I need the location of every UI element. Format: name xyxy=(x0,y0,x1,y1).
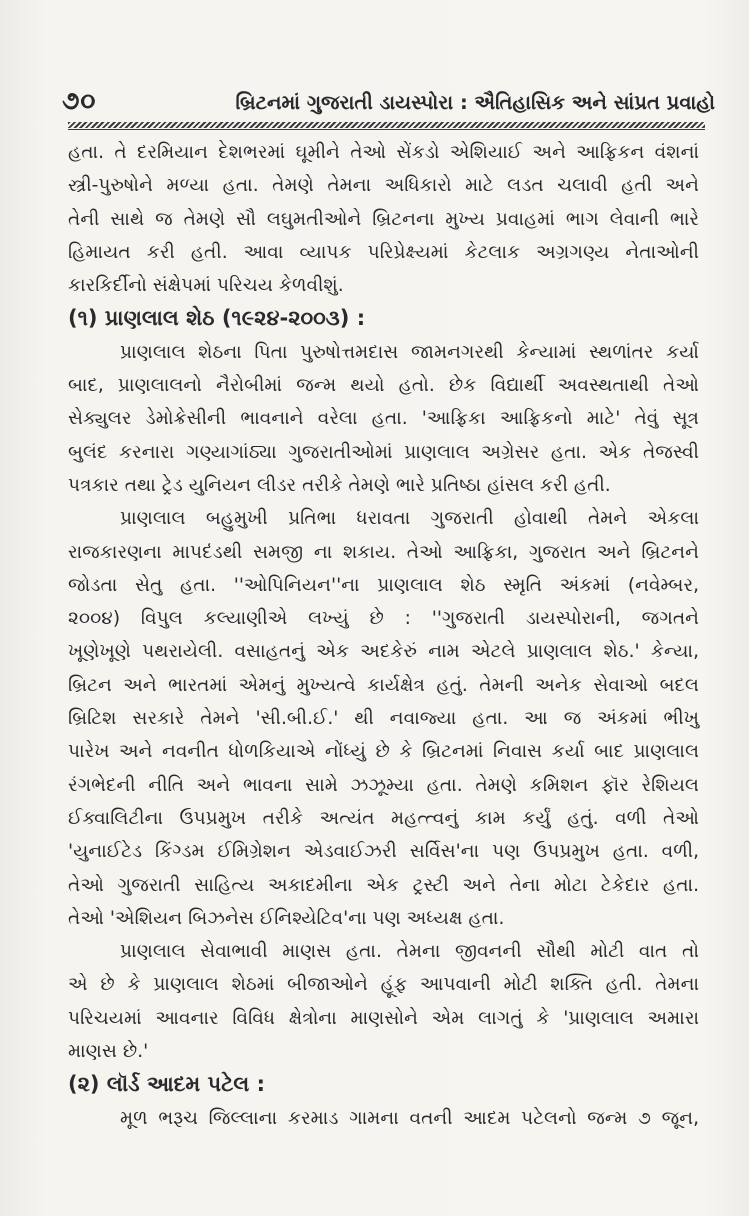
section-heading-pranlal-sheth: (૧) પ્રાણલાલ શેઠ (૧૯૨૪-૨૦૦૩) : xyxy=(68,306,366,331)
text-line: 'યુનાઈટેડ કિંગ્ડમ ઈમિગ્રેશન એડવાઈઝરી સર્વિસ'ના પણ ઉપપ્રમુખ હતા. વળી, xyxy=(68,841,699,863)
text-line: ૨૦૦૪) વિપુલ કલ્યાણીએ લખ્યું છે : ''ગુજરાતી ડાયસ્પોરાની, જગતને xyxy=(68,608,699,630)
text-line: પરિચયમાં આવનાર વિવિધ ક્ષેત્રોના માણસોને એમ લાગતું કે 'પ્રાણલાલ અમારા xyxy=(68,1007,699,1029)
text-line: ખૂણેખૂણે પથરાયેલી. વસાહતનું એક અદકેરું નામ એટલે પ્રાણલાલ શેઠ.' કેન્યા, xyxy=(68,641,699,663)
running-title: બ્રિટનમાં ગુજરાતી ડાયસ્પોરા : ઐતિહાસિક અને સાંપ્રત પ્રવાહો xyxy=(235,91,715,114)
paragraph xyxy=(68,502,699,935)
paragraph xyxy=(68,1102,699,1135)
intro-paragraph xyxy=(68,136,699,302)
text-line: રાજકારણના માપદંડથી સમજી ના શકાય. તેઓ આફ્રિકા, ગુજરાત અને બ્રિટનને xyxy=(68,541,699,563)
text-line: પ્રાણલાલ બહુમુખી પ્રતિભા ધરાવતા ગુજરાતી હોવાથી તેમને એકલા xyxy=(120,508,699,530)
text-line: હતા. તે દરમિયાન દેશભરમાં ઘૂમીને તેઓ સેંકડો એશિયાઈ અને આફ્રિકન વંશનાં xyxy=(68,142,699,163)
text-line: સ્ત્રી-પુરુષોને મળ્યા હતા. તેમણે તેમના અધિકારો માટે લડત ચલાવી હતી અને xyxy=(68,175,699,197)
text-line: માણસ છે.' xyxy=(68,1041,149,1063)
text-line: પારેખ અને નવનીત ધોળકિયાએ નોંધ્યું છે કે બ્રિટનમાં નિવાસ કર્યા બાદ પ્રાણલાલ xyxy=(68,741,699,763)
paragraph xyxy=(68,336,699,502)
text-line: તેની સાથે જ તેમણે સૌ લઘુમતીઓને બ્રિટનના મુખ્ય પ્રવાહમાં ભાગ લેવાની ભારે xyxy=(68,208,699,230)
text-line: ઈક્વાલિટીના ઉપપ્રમુખ તરીકે અત્યંત મહત્ત્વનું કામ કર્યું હતું. વળી તેઓ xyxy=(68,807,699,829)
text-line: બ્રિટન અને ભારતમાં એમનું મુખ્યત્વે કાર્યક્ષેત્ર હતું. તેમની અનેક સેવાઓ બદલ xyxy=(68,674,699,696)
text-line: તેઓ ગુજરાતી સાહિત્ય અકાદમીના એક ટ્રસ્ટી અને તેના મોટા ટેકેદાર હતા. xyxy=(68,874,699,896)
page-header xyxy=(62,86,715,116)
text-line: બાદ, પ્રાણલાલનો નૈરોબીમાં જન્મ થયો હતો. છેક વિદ્યાર્થી અવસ્થતાથી તેઓ xyxy=(68,375,699,397)
paragraph xyxy=(68,935,699,1068)
text-line: પત્રકાર તથા ટ્રેડ યુનિયન લીડર તરીકે તેમણે ભારે પ્રતિષ્ઠા હાંસલ કરી હતી. xyxy=(68,474,611,496)
page-body xyxy=(68,136,699,1135)
text-line: પ્રાણલાલ સેવાભાવી માણસ હતા. તેમના જીવનની સૌથી મોટી વાત તો xyxy=(120,941,699,963)
text-line: જોડતા સેતુ હતા. ''ઓપિનિયન''ના પ્રાણલાલ શેઠ સ્મૃતિ અંકમાં (નવેમ્બર, xyxy=(68,574,699,596)
text-line: કારકિર્દીનો સંક્ષેપમાં પરિચય કેળવીશું. xyxy=(68,275,344,297)
text-line: એ છે કે પ્રાણલાલ શેઠમાં બીજાઓને હૂંફ આપવાની મોટી શક્તિ હતી. તેમના xyxy=(68,974,699,996)
text-line: તેઓ 'એશિયન બિઝનેસ ઈનિશ્યેટિવ'ના પણ અધ્યક્ષ હતા. xyxy=(68,907,505,929)
text-line: બ્રિટિશ સરકારે તેમને 'સી.બી.ઈ.' થી નવાજ્યા હતા. આ જ અંકમાં ભીખુ xyxy=(68,708,699,730)
section-heading-lord-adam-patel: (૨) લૉર્ડ આદમ પટેલ : xyxy=(68,1072,265,1097)
header-rule-line xyxy=(68,129,705,130)
text-line: હિમાયત કરી હતી. આવા વ્યાપક પરિપ્રેક્ષ્યમાં કેટલાક અગ્રગણ્ય નેતાઓની xyxy=(68,241,699,263)
page-number: ૭૦ xyxy=(62,86,97,115)
text-line: મૂળ ભરૂચ જિલ્લાના કરમાડ ગામના વતની આદમ પટેલનો જન્મ ૭ જૂન, xyxy=(120,1107,699,1129)
text-line: પ્રાણલાલ શેઠના પિતા પુરુષોત્તમદાસ જામનગરથી કેન્યામાં સ્થળાંતર કર્યા xyxy=(120,341,699,363)
header-rule xyxy=(68,122,705,128)
text-line: સેક્યુલર ડેમોક્રેસીની ભાવનાને વરેલા હતા. 'આફ્રિકા આફ્રિકનો માટે' તેવું સૂત્ર xyxy=(68,408,699,430)
text-line: બુલંદ કરનારા ગણ્યાગાંઠ્યા ગુજરાતીઓમાં પ્રાણલાલ અગ્રેસર હતા. એક તેજસ્વી xyxy=(68,441,699,463)
text-line: રંગભેદની નીતિ અને ભાવના સામે ઝઝૂમ્યા હતા. તેમણે કમિશન ફૉર રેશિયલ xyxy=(68,774,699,796)
